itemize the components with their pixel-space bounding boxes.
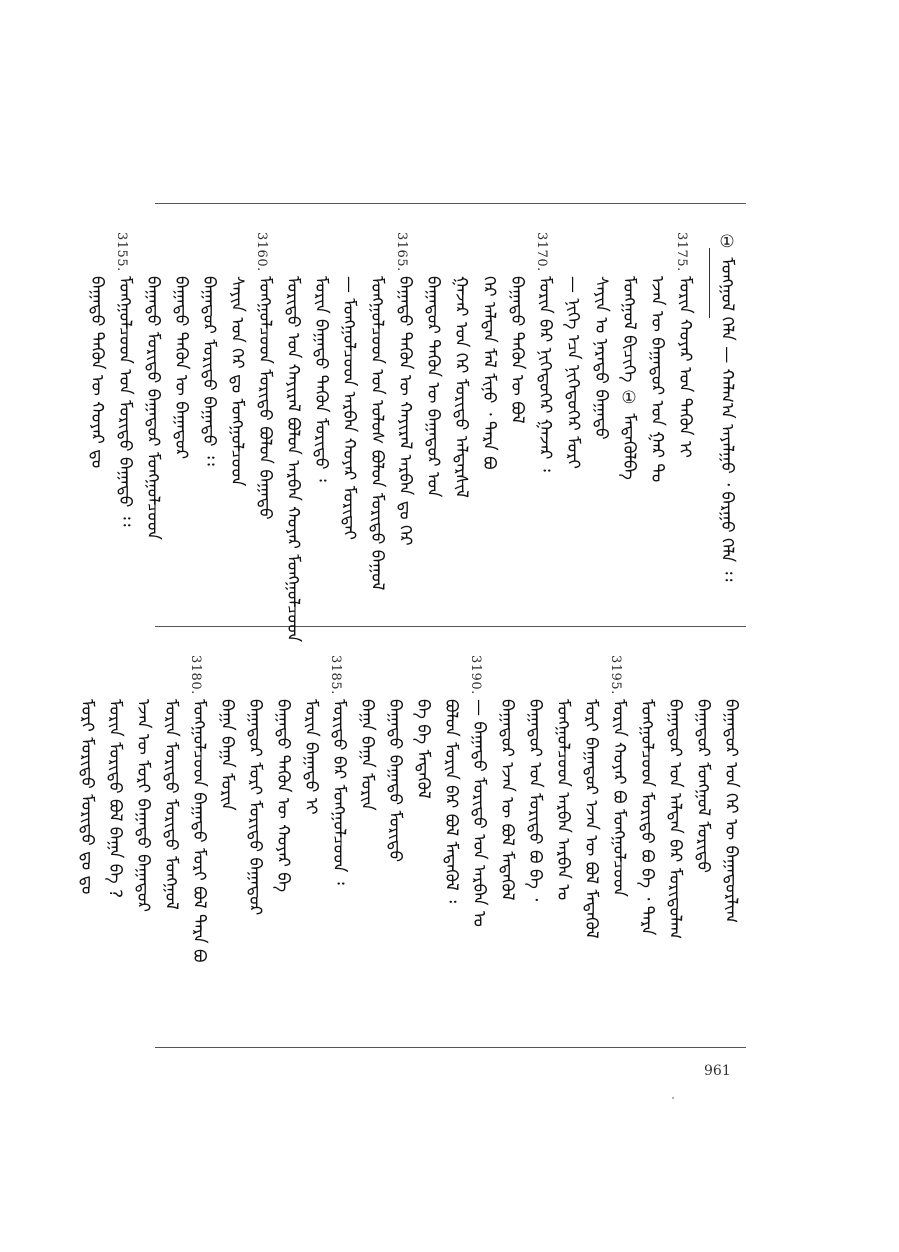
verse-line: ᠪᠠᠭᠠ ᠪᠠᠭᠠ ᠮᠣᠷᠢᠨ	[357, 699, 377, 811]
verse-line: ᠪᠠᠭᠠᠲᠤ ᠮᠣᠷᠢᠲᠤ ᠪᠠᠭᠠᠲᠤᠷ ᠮᠣᠩᠭᠣᠯᠴᠤᠳ	[143, 276, 163, 540]
line-number: 3195.	[608, 655, 623, 695]
verse-line: ᠪᠠᠭᠠᠲᠤ ᠪᠠᠭᠠᠲᠤ ᠮᠣᠷᠢᠲᠤ	[385, 699, 405, 863]
verse-line: ᠪᠠᠭᠠᠲᠤ ᠲᠡᠭᠦᠨ ᠦ ᠪᠣᠯ	[507, 276, 527, 424]
verse-line: — ᠪᠠᠭᠠᠲᠤ ᠮᠣᠷᠢᠲᠤ ᠤᠨ ᠠᠷᠪᠠᠨ ᠤ	[469, 699, 489, 927]
verse-line: ᠪᠠᠭᠠ ᠪᠠᠭᠠ ᠮᠣᠷᠢᠨ	[217, 699, 237, 811]
verse-column	[102, 655, 128, 1035]
verse-column	[522, 655, 548, 1035]
verse-column	[382, 655, 408, 1035]
verse-column	[410, 655, 436, 1035]
verse-line: ᠮᠣᠷᠢᠨ ᠪᠡᠷ ᠨᠢᠭᠡᠳᠦᠭᠡᠷ ᠭᠠᠵᠠᠷ ᠄	[535, 276, 555, 472]
page-number: 961	[704, 1063, 731, 1079]
verse-line: ᠮᠣᠷᠢᠨ ᠮᠣᠷᠢᠲᠤ ᠮᠣᠷᠢᠲᠤ ᠮᠣᠩᠭᠣᠯ	[161, 699, 181, 910]
verse-column	[158, 655, 184, 1035]
verse-line: ᠮᠣᠷᠢᠨ ᠪᠠᠭᠠᠲᠤ ᠢ	[301, 699, 321, 815]
verse-line: ᠪᠠᠭᠠᠲᠤᠷ ᠮᠣᠩᠭᠣᠯ ᠮᠣᠷᠢᠲᠤ	[693, 699, 713, 873]
verse-line: ᠡᠵᠡᠨ ᠦ ᠮᠣᠷᠢ ᠪᠠᠭᠠᠲᠤ ᠪᠠᠭᠠᠲᠤᠷ	[133, 699, 153, 913]
verse-line: ᠮᠣᠩᠭᠣᠯᠴᠤᠳ ᠮᠣᠷᠢᠲᠤ ᠪᠣ ᠪᠠ ᠂ ᠲᠡᠷᠡ	[637, 699, 657, 936]
verse-column	[718, 655, 744, 1035]
verse-column	[280, 232, 306, 643]
verse-column	[438, 655, 464, 1035]
verse-line: ᠮᠣᠩᠭᠣᠯᠴᠤᠳ ᠠᠷᠪᠠᠨ ᠠᠷᠪᠠᠨ ᠤ	[553, 699, 573, 901]
verse-line: ᠮᠣᠷᠢ ᠮᠣᠷᠢᠲᠤ ᠮᠣᠷᠢᠲᠤ ᠳᠤ ᠳᠤ	[77, 699, 97, 895]
verse-column	[606, 655, 632, 1035]
verse-column	[644, 232, 670, 612]
verse-column	[186, 655, 212, 1035]
verse-line: ᠬᠡᠷ ᠠᠯᠲᠠᠨ ᠮᠠᠯ ᠮᠢᠨᠦ ᠂ ᠲᠡᠷᠡ ᠪᠣ	[479, 276, 499, 470]
line-number: 3185.	[328, 655, 343, 695]
line-number: 3180.	[188, 655, 203, 695]
verse-column	[466, 655, 492, 1035]
verse-column	[392, 232, 418, 612]
verse-column	[672, 232, 698, 612]
line-number: 3190.	[468, 655, 483, 695]
verse-column	[616, 232, 642, 612]
verse-line: ᠪᠠᠭᠠᠲᠤ ᠲᠡᠭᠦᠨ ᠦ ᠬᠣᠶᠠᠷ ᠳᠤ	[87, 276, 107, 469]
verse-column	[588, 232, 614, 612]
verse-column	[354, 655, 380, 1035]
verse-column	[242, 655, 268, 1035]
verse-column	[214, 655, 240, 1035]
verse-line: ᠪᠠᠭᠠᠲᠤᠷ ᠡᠵᠡᠨ ᠦ ᠪᠣᠯ ᠮᠡᠳᠡᠭᠦᠯ	[497, 699, 517, 901]
line-number: 3175.	[674, 232, 689, 272]
verse-column	[634, 655, 660, 1035]
verse-column	[662, 655, 688, 1035]
middle-rule	[155, 626, 746, 627]
verse-line: ᠪᠠᠭᠠᠲᠤ ᠲᠡᠭᠦᠨ ᠦ ᠬᠠᠶᠢᠷᠠᠯ ᠠᠷᠪᠠᠨ ᠳᠤ ᠬᠡᠷ	[395, 276, 415, 546]
verse-column	[308, 232, 334, 612]
footnote	[714, 232, 744, 612]
verse-column	[298, 655, 324, 1035]
lower-text-block	[77, 655, 744, 1035]
verse-line: ᠮᠣᠷᠢᠨ ᠪᠠᠭᠠᠲᠤ ᠲᠡᠭᠦᠨ ᠮᠣᠷᠢᠲᠤ ᠄	[311, 276, 331, 482]
verse-column	[140, 232, 166, 612]
verse-line: ᠪᠠ ᠪᠠ ᠮᠡᠳᠡᠭᠦᠯ	[413, 699, 433, 799]
verse-line: ᠡᠵᠡᠨ ᠦ ᠪᠠᠭᠠᠲᠤᠷ ᠤᠨ ᠭᠠᠷ ᠲᠤ	[647, 276, 667, 483]
verse-line: ᠪᠠᠭᠠᠲᠤᠷ ᠲᠡᠭᠦᠨ ᠦ ᠪᠠᠭᠠᠲᠤᠷ ᠤᠨ	[423, 276, 443, 498]
scan-speck	[672, 1097, 674, 1099]
verse-line: ᠮᠣᠩᠭᠣᠯ ᠪᠢᠴᠢᠭᠡ ① ᠮᠡᠳᠡᠭᠦᠯᠪᠡ	[619, 276, 639, 480]
line-number: 3170.	[534, 232, 549, 272]
verse-column	[504, 232, 530, 612]
verse-column	[224, 232, 250, 612]
verse-column	[550, 655, 576, 1035]
verse-column	[494, 655, 520, 1035]
verse-line: ᠪᠠᠭᠠᠲᠤ ᠲᠡᠭᠦᠨ ᠦ ᠬᠣᠶᠠᠷ ᠪᠠ	[273, 699, 293, 893]
verse-column	[252, 232, 278, 612]
verse-column	[196, 232, 222, 612]
verse-column	[74, 655, 100, 1035]
verse-line: ᠮᠣᠩᠭᠣᠯᠴᠤᠳ ᠮᠣᠷᠢᠲᠤ ᠪᠣᠯᠤᠨ ᠪᠠᠭᠠᠲᠤ	[255, 276, 275, 520]
verse-line: ᠪᠠᠭᠠᠲᠤᠷ ᠤᠨ ᠬᠡᠷ ᠦ ᠪᠠᠭᠠᠲᠤᠷᠯᠢᠭ	[721, 699, 741, 924]
verse-line: ᠪᠠᠭᠠᠲᠤᠷ ᠮᠣᠷᠢᠲᠤ ᠪᠠᠭᠠᠲᠤ ᠄᠄	[199, 276, 219, 466]
verse-line: ᠮᠣᠩᠭᠣᠯᠴᠤᠳ ᠤᠨ ᠤᠯᠤᠰ ᠪᠣᠯᠤᠨ ᠮᠣᠷᠢᠲᠤ ᠪᠠᠭᠤᠯ	[367, 276, 387, 591]
bottom-rule	[155, 1047, 746, 1048]
verse-column	[270, 655, 296, 1035]
verse-line: ᠪᠠᠭᠠᠲᠤᠷ ᠮᠣᠷᠢ ᠮᠣᠷᠢᠲᠤ ᠪᠠᠭᠠᠲᠤᠷ	[245, 699, 265, 916]
verse-line: ᠰᠠᠶᠢᠨ ᠤᠨ ᠬᠡᠷ ᠳᠤ ᠮᠣᠩᠭᠣᠯᠴᠤᠳ	[227, 276, 247, 487]
verse-column	[326, 655, 352, 1035]
verse-line: ᠮᠣᠷᠢᠨ ᠬᠣᠶᠠᠷ ᠪᠣ ᠮᠣᠩᠭᠣᠯᠴᠤᠳ	[609, 699, 629, 897]
verse-line: — ᠮᠣᠩᠭᠣᠯᠴᠤᠳ ᠠᠷᠪᠠᠨ ᠬᠣᠶᠠᠷ ᠮᠣᠷᠢᠲᠠᠶ	[339, 276, 359, 540]
verse-line: ᠭᠠᠵᠠᠷ ᠤᠨ ᠬᠡᠷ ᠮᠣᠷᠢᠲᠤ ᠠᠯᠳᠠᠷᠰᠢᠯ	[451, 276, 471, 498]
verse-column	[420, 232, 446, 612]
verse-line: ᠮᠣᠷᠢᠨ ᠮᠣᠷᠢᠲᠤ ᠪᠣᠯ ᠪᠠᠭᠠ ᠪᠠ ?	[105, 699, 125, 899]
verse-line: — ᠨᠢᠭᠡ ᠡᠴᠡ ᠨᠢᠭᠡᠳᠦᠭᠡᠷ ᠮᠣᠷᠢ	[563, 276, 583, 469]
line-number: 3165.	[394, 232, 409, 272]
verse-line: ᠪᠠᠭᠠᠲᠤᠷ ᠤᠨ ᠠᠯᠲᠠᠨ ᠪᠠᠷ ᠮᠣᠷᠢᠲᠤᠯᠠᠭ	[665, 699, 685, 940]
verse-column	[532, 232, 558, 612]
verse-line: ᠮᠣᠷᠢᠲᠤ ᠤᠨ ᠬᠠᠶᠢᠷᠠᠯ ᠪᠣᠯᠤᠨ ᠠᠷᠪᠠᠨ ᠬᠣᠶᠠᠷ ᠮᠣᠩᠭᠣᠯᠴᠤᠳ	[283, 276, 303, 643]
verse-line: ᠪᠠᠭᠠᠲᠤᠷ ᠤᠨ ᠮᠣᠷᠢᠲᠤ ᠪᠣ ᠪᠠ ᠂	[525, 699, 545, 902]
verse-line: ᠮᠣᠷᠢᠨ ᠬᠣᠶᠠᠷ ᠤᠨ ᠲᠡᠭᠦᠨ ᠢ	[675, 276, 695, 458]
footnote-text: ① ᠮᠣᠩᠭᠤᠯ ᠬᠡᠯᠡ — ᠬᠠᠯᠬ᠎ᠠ ᠠᠶᠠᠯᠭᠤ ᠂ ᠪᠠᠷᠭᠤ ᠬᠡᠯᠡ ᠄᠄	[717, 232, 737, 582]
line-number: 3155.	[114, 232, 129, 272]
verse-column	[364, 232, 390, 612]
top-rule	[155, 203, 746, 204]
verse-line: ᠪᠠᠭᠠᠲᠤ ᠲᠡᠭᠦᠨ ᠦ ᠪᠠᠭᠠᠲᠤᠷ	[171, 276, 191, 460]
verse-column	[336, 232, 362, 612]
upper-text-block	[87, 232, 744, 643]
verse-line: ᠮᠣᠩᠭᠣᠯᠴᠤᠳ ᠪᠠᠭᠠᠲᠤ ᠮᠣᠷᠢ ᠪᠣᠯ ᠲᠡᠷᠡ ᠪᠣ	[189, 699, 209, 963]
verse-line: ᠰᠠᠶᠢᠨ ᠤ ᠨᠡᠷᠡᠲᠦ ᠪᠠᠭᠠᠲᠤ	[591, 276, 611, 440]
verse-column	[84, 232, 110, 612]
verse-line: ᠮᠣᠷᠢ ᠪᠠᠭᠠᠲᠤᠷ ᠡᠵᠡᠨ ᠦ ᠪᠣᠯ ᠮᠡᠳᠡᠭᠦᠯ	[581, 699, 601, 939]
line-number: 3160.	[254, 232, 269, 272]
verse-column	[112, 232, 138, 612]
verse-column	[168, 232, 194, 612]
verse-line: ᠮᠣᠷᠢᠲᠤ ᠪᠠᠷ ᠮᠣᠩᠭᠣᠯᠴᠤᠳ ᠄	[329, 699, 349, 885]
verse-column	[448, 232, 474, 612]
verse-line: ᠮᠣᠩᠭᠣᠯᠴᠤᠳ ᠤᠨ ᠮᠣᠷᠢᠲᠤ ᠪᠠᠭᠠᠲᠤ ᠄᠄	[115, 276, 135, 527]
verse-column	[578, 655, 604, 1035]
verse-line: ᠪᠣᠯᠤᠨ ᠮᠣᠷᠢᠨ ᠪᠠᠷ ᠪᠣᠯ ᠮᠡᠳᠡᠭᠦᠯ ᠄	[441, 699, 461, 903]
verse-column	[476, 232, 502, 612]
verse-column	[560, 232, 586, 612]
verse-column	[690, 655, 716, 1035]
verse-column	[130, 655, 156, 1035]
